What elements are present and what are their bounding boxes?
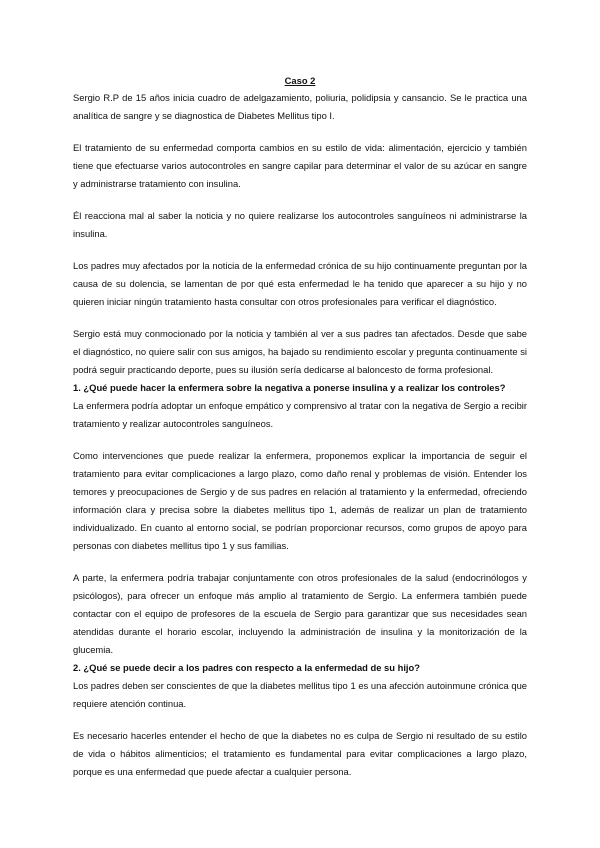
question-1-answer-3: A parte, la enfermera podría trabajar conjuntamente con otros profesionales de la salud (endocrinólogos y psicólogos), para ofrecer un enfoque más amplio al tratamiento de Sergio. La enfermera también puede contactar con el equipo de profesores de la escuela de Sergio para garantizar que sus necesidades sean atendidas durante el horario escolar, incluyendo la administración de insulina y la monitorización de la glucemia. [73,572,527,655]
question-2-answer-2: Es necesario hacerles entender el hecho de que la diabetes no es culpa de Sergio ni resultado de su estilo de vida o hábitos alimenticios; el tratamiento es fundamental para evitar complicaciones a largo plazo, porque es una enfermedad que puede afectar a cualquier persona. [73,730,527,777]
case-paragraph-4: Los padres muy afectados por la noticia de la enfermedad crónica de su hijo continuamente preguntan por la causa de su dolencia, se lamentan de por qué esta enfermedad le ha tenido que aparecer a su hijo y no quieren iniciar ningún tratamiento hasta consultar con otros profesionales para verificar el diagnóstico. [73,260,527,307]
question-1-answer-2: Como intervenciones que puede realizar la enfermera, proponemos explicar la importancia de seguir el tratamiento para evitar complicaciones a largo plazo, como daño renal y problemas de visión. Entender los temores y preocupaciones de Sergio y de sus padres en relación al tratamiento y la enfermedad, ofreciendo información clara y precisa sobre la diabetes mellitus tipo 1, además de realizar un plan de tratamiento individualizado. En cuanto al entorno social, se podrían proporcionar recursos, como grupos de apoyo para personas con diabetes mellitus tipo 1 y sus familias. [73,450,527,551]
question-1-heading: 1. ¿Qué puede hacer la enfermera sobre la negativa a ponerse insulina y a realizar los controles? [73,382,506,393]
question-2-answer-1: Los padres deben ser conscientes de que la diabetes mellitus tipo 1 es una afección autoinmune crónica que requiere atención continua. [73,680,527,709]
case-paragraph-5: Sergio está muy conmocionado por la noticia y también al ver a sus padres tan afectados. Desde que sabe el diagnóstico, no quiere salir con sus amigos, ha bajado su rendimiento escolar y pregunta continuamente si podrá seguir practicando deporte, pues su ilusión sería dedicarse al baloncesto de forma profesional. [73,328,527,375]
question-1-answer-1: La enfermera podría adoptar un enfoque empático y comprensivo al tratar con la negativa de Sergio a recibir tratamiento y realizar autocontroles sanguíneos. [73,400,527,429]
case-paragraph-1: Sergio R.P de 15 años inicia cuadro de adelgazamiento, poliuria, polidipsia y cansancio. Se le practica una analítica de sangre y se diagnostica de Diabetes Mellitus tipo I. [73,92,527,121]
case-paragraph-3: Él reacciona mal al saber la noticia y no quiere realizarse los autocontroles sanguíneos ni administrarse la insulina. [73,210,527,239]
document-page [73,73,527,781]
case-paragraph-2: El tratamiento de su enfermedad comporta cambios en su estilo de vida: alimentación, ejercicio y también tiene que efectuarse varios autocontroles en sangre capilar para determinar el valor de su azúcar en sangre y administrarse tratamiento con insulina. [73,142,527,189]
question-2-heading: 2. ¿Qué se puede decir a los padres con respecto a la enfermedad de su hijo? [73,662,420,673]
document-title: Caso 2 [284,75,316,86]
